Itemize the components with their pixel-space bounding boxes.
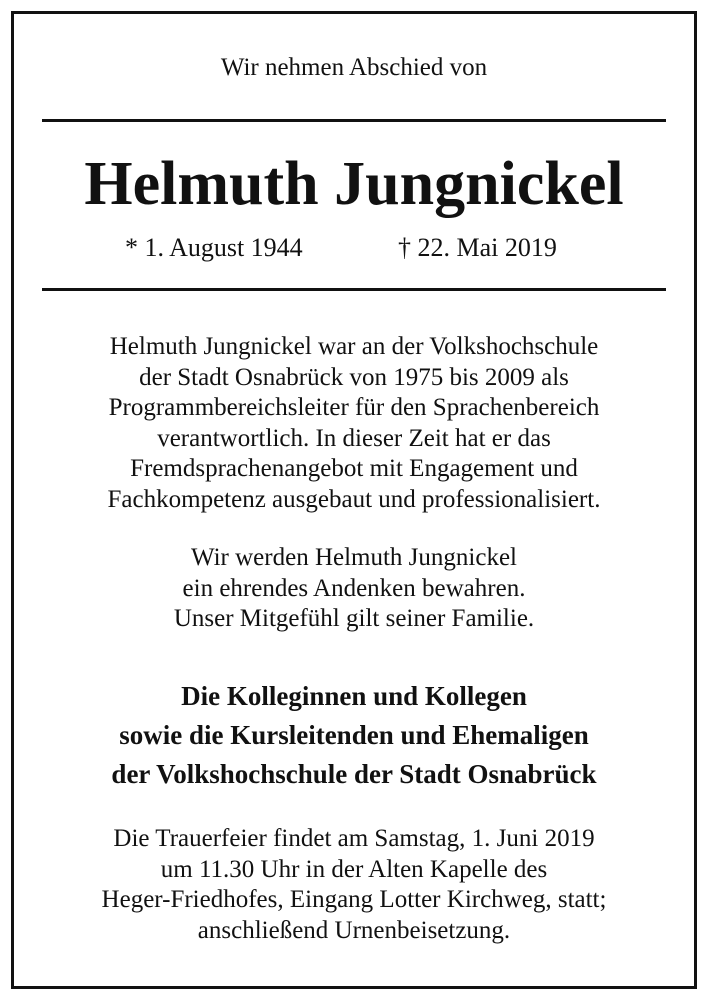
signer-line: der Volkshochschule der Stadt Osnabrück: [111, 759, 597, 789]
service-line: Die Trauerfeier findet am Samstag, 1. Juni 2019: [113, 825, 595, 852]
service-line: anschließend Urnenbeisetzung.: [197, 916, 511, 944]
bottom-divider: [42, 288, 666, 291]
tribute-line: Fremdsprachenangebot mit Engagement und: [130, 455, 578, 482]
tribute-line: Programmbereichsleiter für den Sprachenbereich: [108, 394, 600, 421]
signer-line: Die Kolleginnen und Kollegen: [181, 681, 527, 711]
tribute-line: Helmuth Jungnickel war an der Volkshochschule: [109, 333, 599, 360]
funeral-service-paragraph: [0, 824, 708, 946]
tribute-line: verantwortlich. In dieser Zeit hat er das: [157, 424, 551, 452]
signer-line: sowie die Kursleitenden und Ehemaligen: [119, 720, 589, 750]
tribute-paragraph: [0, 332, 708, 515]
service-line: um 11.30 Uhr in der Alten Kapelle des: [160, 855, 548, 883]
tribute-line: Fachkompetenz ausgebaut und professionalisiert.: [107, 485, 601, 513]
service-line: Heger-Friedhofes, Eingang Lotter Kirchweg, statt;: [101, 886, 607, 913]
deceased-name: Helmuth Jungnickel: [84, 150, 624, 218]
remembrance-line: Wir werden Helmuth Jungnickel: [191, 544, 517, 571]
remembrance-paragraph: [0, 543, 708, 635]
intro-line: Wir nehmen Abschied von: [220, 54, 488, 81]
death-date: † 22. Mai 2019: [398, 233, 557, 262]
top-divider: [42, 119, 666, 122]
remembrance-line: Unser Mitgefühl gilt seiner Familie.: [173, 605, 535, 632]
remembrance-line: ein ehrendes Andenken bewahren.: [182, 574, 526, 602]
birth-date: * 1. August 1944: [125, 233, 303, 262]
signers-block: [0, 677, 708, 794]
tribute-line: der Stadt Osnabrück von 1975 bis 2009 als: [139, 363, 569, 391]
